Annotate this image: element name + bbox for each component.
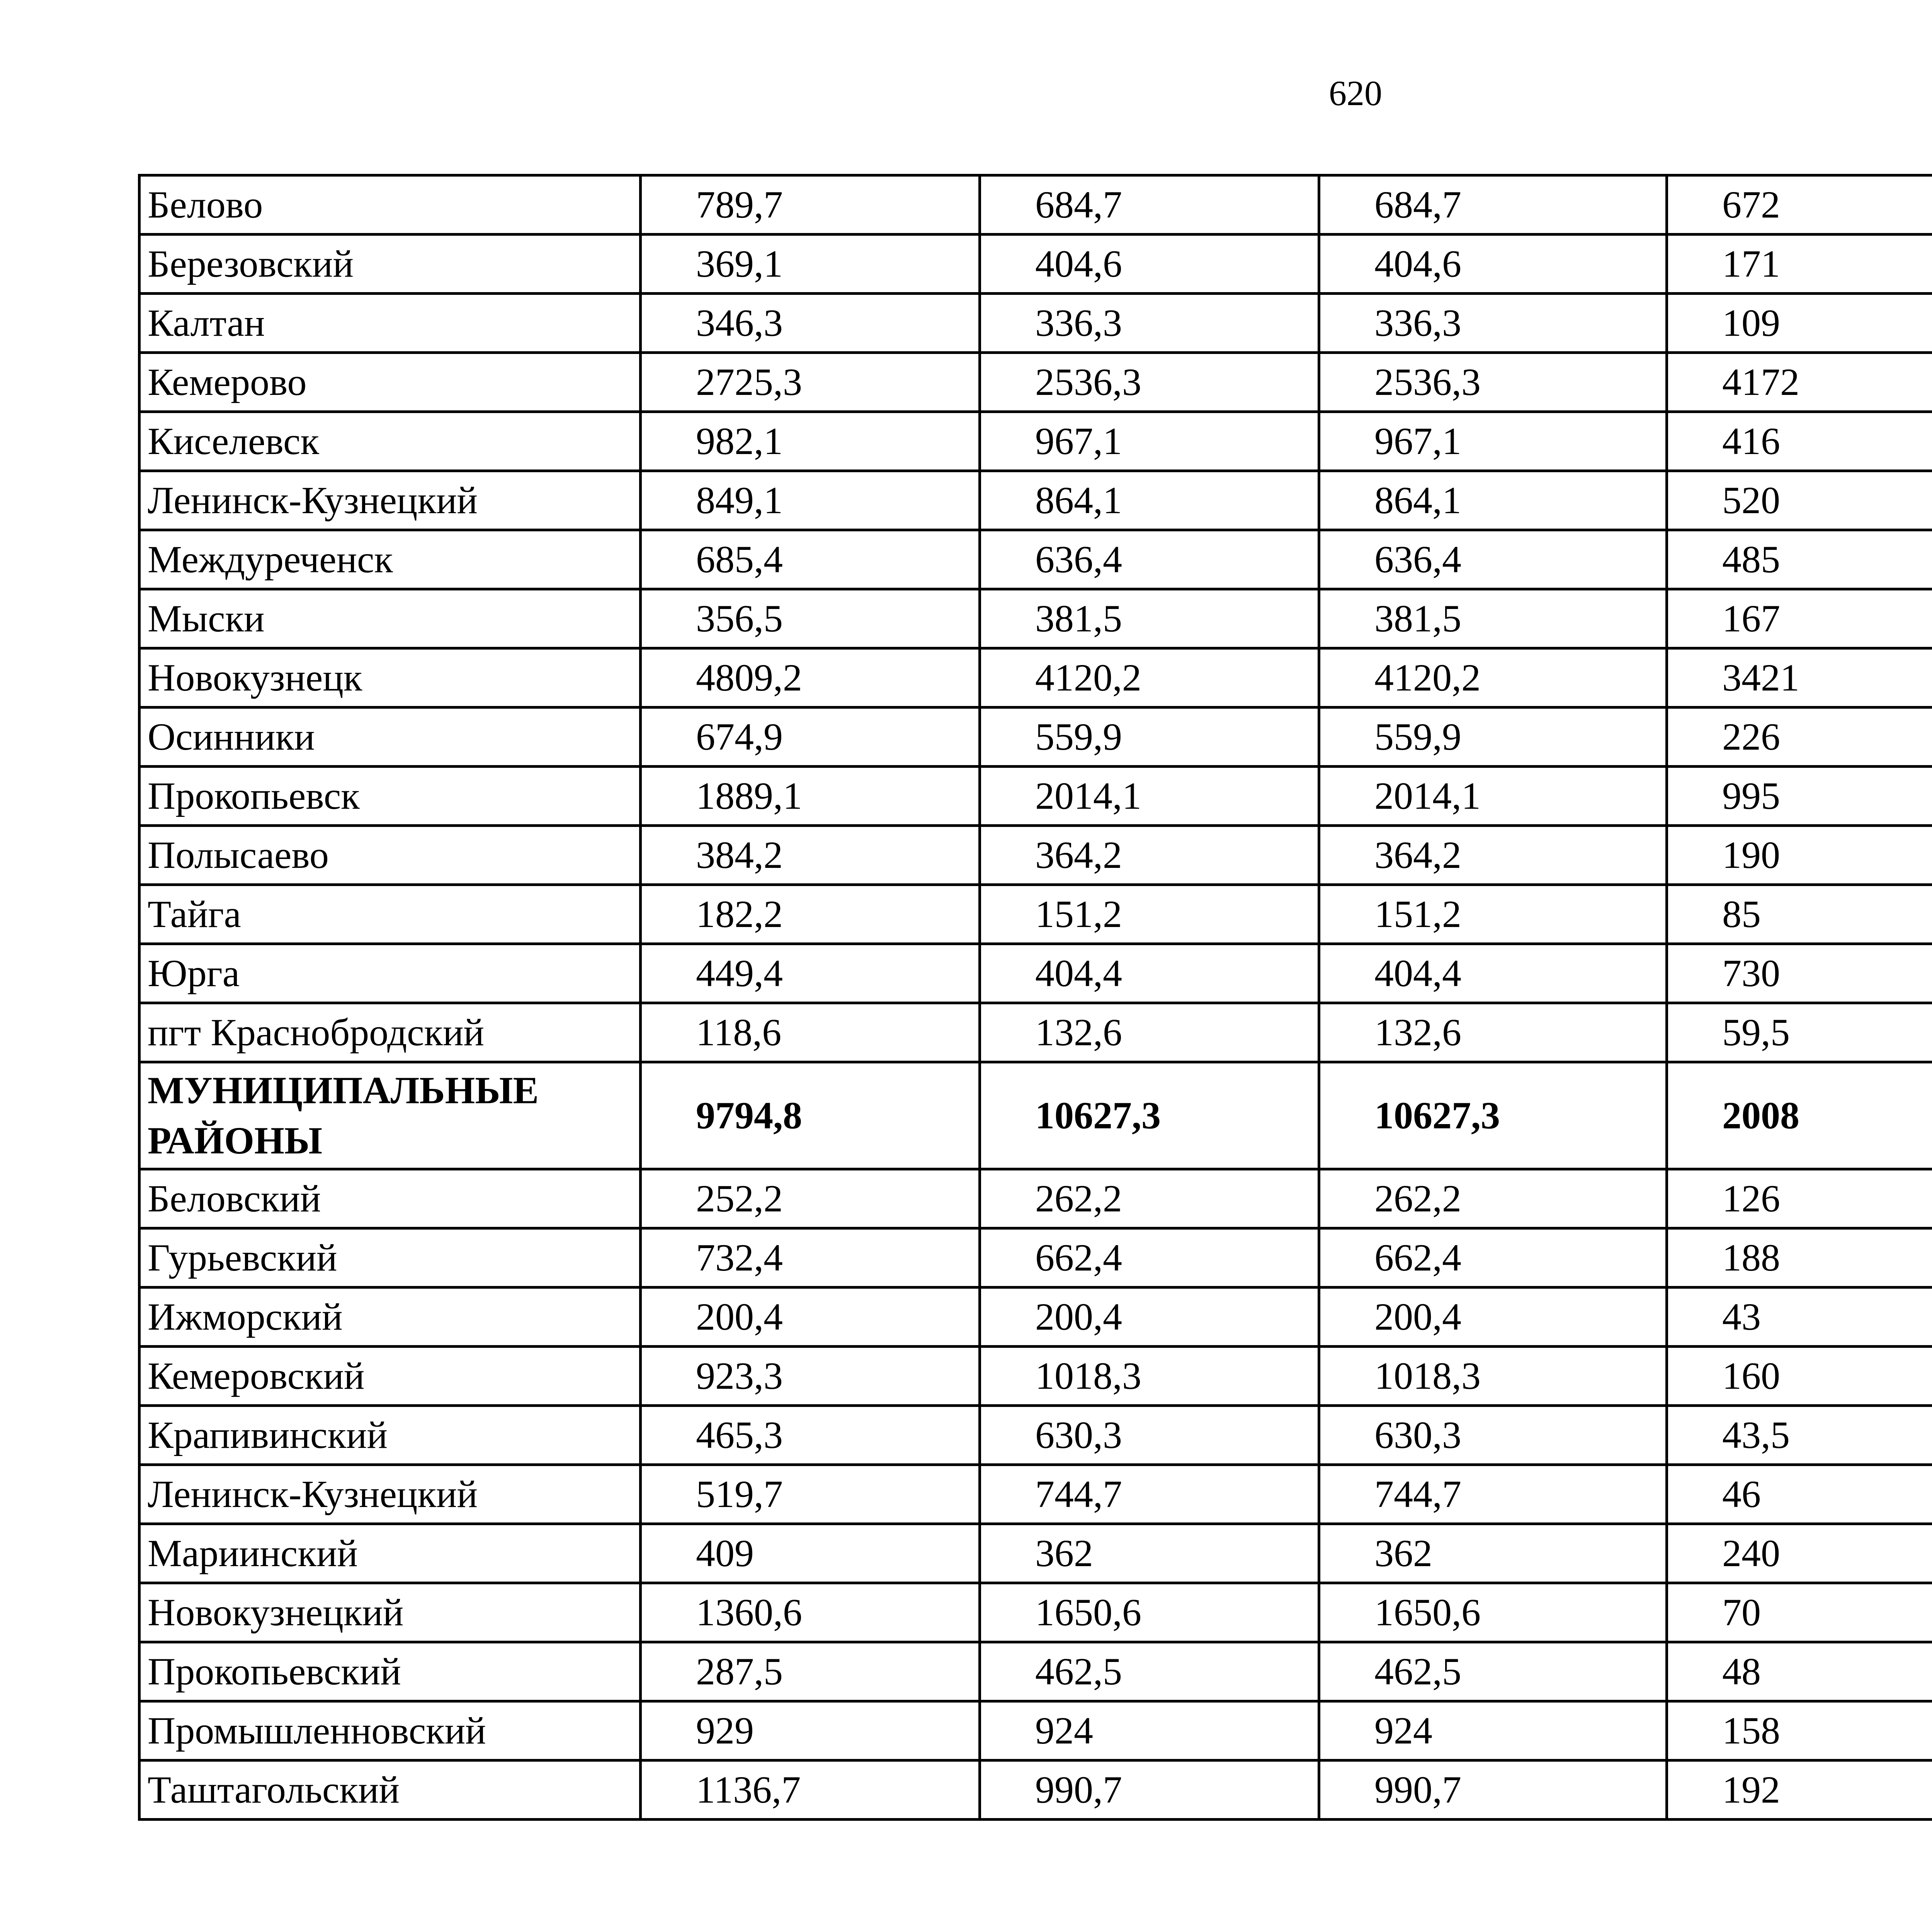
- value-cell: 404,4: [980, 944, 1319, 1003]
- row-name-cell: Междуреченск: [139, 530, 641, 589]
- value-cell: 630,3: [1319, 1406, 1667, 1465]
- value-cell: 732,4: [641, 1228, 980, 1288]
- row-name-cell: Киселевск: [139, 412, 641, 471]
- table-row: [139, 1524, 1932, 1583]
- row-name-cell: Калтан: [139, 294, 641, 353]
- row-name-cell: Прокопьевский: [139, 1642, 641, 1701]
- value-cell: 287,5: [641, 1642, 980, 1701]
- value-cell: 404,6: [1319, 235, 1667, 294]
- table-row: [139, 1003, 1932, 1062]
- value-cell: 924: [980, 1701, 1319, 1761]
- value-cell: 982,1: [641, 412, 980, 471]
- value-cell: 46: [1667, 1465, 1932, 1524]
- value-cell: 967,1: [980, 412, 1319, 471]
- value-cell: 182,2: [641, 885, 980, 944]
- value-cell: 59,5: [1667, 1003, 1932, 1062]
- row-name-cell: Крапивинский: [139, 1406, 641, 1465]
- value-cell: 381,5: [980, 589, 1319, 648]
- value-cell: 684,7: [1319, 175, 1667, 235]
- table-row: [139, 648, 1932, 708]
- row-name-cell: Ижморский: [139, 1288, 641, 1347]
- value-cell: 1018,3: [1319, 1347, 1667, 1406]
- value-cell: 662,4: [980, 1228, 1319, 1288]
- value-cell: 559,9: [1319, 708, 1667, 767]
- row-name-cell: Белово: [139, 175, 641, 235]
- table-row: [139, 1347, 1932, 1406]
- row-name-cell: Юрга: [139, 944, 641, 1003]
- table-row: [139, 944, 1932, 1003]
- row-name-cell: Беловский: [139, 1169, 641, 1228]
- value-cell: 1360,6: [641, 1583, 980, 1642]
- value-cell: 462,5: [1319, 1642, 1667, 1701]
- value-cell: 465,3: [641, 1406, 980, 1465]
- row-name-cell: Мыски: [139, 589, 641, 648]
- value-cell: 2536,3: [980, 353, 1319, 412]
- row-name-cell: Осинники: [139, 708, 641, 767]
- value-cell: 262,2: [980, 1169, 1319, 1228]
- value-cell: 167: [1667, 589, 1932, 648]
- value-cell: 2536,3: [1319, 353, 1667, 412]
- value-cell: 967,1: [1319, 412, 1667, 471]
- value-cell: 3421: [1667, 648, 1932, 708]
- value-cell: 158: [1667, 1701, 1932, 1761]
- value-cell: 132,6: [1319, 1003, 1667, 1062]
- value-cell: 336,3: [980, 294, 1319, 353]
- value-cell: 171: [1667, 235, 1932, 294]
- value-cell: 995: [1667, 767, 1932, 826]
- row-name-cell: Новокузнецкий: [139, 1583, 641, 1642]
- value-cell: 4172: [1667, 353, 1932, 412]
- value-cell: 4120,2: [1319, 648, 1667, 708]
- value-cell: 864,1: [980, 471, 1319, 530]
- value-cell: 43: [1667, 1288, 1932, 1347]
- value-cell: 990,7: [1319, 1761, 1667, 1820]
- value-cell: 674,9: [641, 708, 980, 767]
- value-cell: 362: [1319, 1524, 1667, 1583]
- value-cell: 240: [1667, 1524, 1932, 1583]
- table-row: [139, 1228, 1932, 1288]
- value-cell: 70: [1667, 1583, 1932, 1642]
- value-cell: 190: [1667, 826, 1932, 885]
- row-name-cell: Таштагольский: [139, 1761, 641, 1820]
- row-name-cell: Кемеровский: [139, 1347, 641, 1406]
- value-cell: 485: [1667, 530, 1932, 589]
- data-table: [138, 174, 1932, 1821]
- table-row: [139, 1761, 1932, 1820]
- value-cell: 369,1: [641, 235, 980, 294]
- value-cell: 924: [1319, 1701, 1667, 1761]
- value-cell: 109: [1667, 294, 1932, 353]
- value-cell: 364,2: [980, 826, 1319, 885]
- value-cell: 929: [641, 1701, 980, 1761]
- table-row: [139, 826, 1932, 885]
- table-row: [139, 1465, 1932, 1524]
- row-name-cell: Прокопьевск: [139, 767, 641, 826]
- value-cell: 849,1: [641, 471, 980, 530]
- value-cell: 1650,6: [980, 1583, 1319, 1642]
- table-row: [139, 708, 1932, 767]
- value-cell: 188: [1667, 1228, 1932, 1288]
- row-name-cell: Мариинский: [139, 1524, 641, 1583]
- value-cell: 126: [1667, 1169, 1932, 1228]
- table-row: [139, 412, 1932, 471]
- table-row: [139, 235, 1932, 294]
- table-row: [139, 1169, 1932, 1228]
- value-cell: 43,5: [1667, 1406, 1932, 1465]
- value-cell: 226: [1667, 708, 1932, 767]
- value-cell: 789,7: [641, 175, 980, 235]
- table-body: [139, 175, 1932, 1820]
- value-cell: 404,4: [1319, 944, 1667, 1003]
- row-name-cell: Тайга: [139, 885, 641, 944]
- value-cell: 519,7: [641, 1465, 980, 1524]
- value-cell: 9794,8: [641, 1062, 980, 1169]
- value-cell: 336,3: [1319, 294, 1667, 353]
- value-cell: 384,2: [641, 826, 980, 885]
- value-cell: 356,5: [641, 589, 980, 648]
- value-cell: 636,4: [980, 530, 1319, 589]
- table-row: [139, 1701, 1932, 1761]
- value-cell: 662,4: [1319, 1228, 1667, 1288]
- value-cell: 346,3: [641, 294, 980, 353]
- value-cell: 744,7: [980, 1465, 1319, 1524]
- table-row: [139, 530, 1932, 589]
- row-name-cell: пгт Краснобродский: [139, 1003, 641, 1062]
- value-cell: 200,4: [1319, 1288, 1667, 1347]
- row-name-cell: Березовский: [139, 235, 641, 294]
- row-name-cell: Полысаево: [139, 826, 641, 885]
- value-cell: 685,4: [641, 530, 980, 589]
- value-cell: 2008: [1667, 1062, 1932, 1169]
- value-cell: 559,9: [980, 708, 1319, 767]
- value-cell: 85: [1667, 885, 1932, 944]
- value-cell: 404,6: [980, 235, 1319, 294]
- value-cell: 409: [641, 1524, 980, 1583]
- value-cell: 923,3: [641, 1347, 980, 1406]
- value-cell: 364,2: [1319, 826, 1667, 885]
- value-cell: 200,4: [980, 1288, 1319, 1347]
- value-cell: 132,6: [980, 1003, 1319, 1062]
- value-cell: 672: [1667, 175, 1932, 235]
- table-row: [139, 471, 1932, 530]
- value-cell: 1650,6: [1319, 1583, 1667, 1642]
- value-cell: 200,4: [641, 1288, 980, 1347]
- value-cell: 449,4: [641, 944, 980, 1003]
- value-cell: 744,7: [1319, 1465, 1667, 1524]
- value-cell: 684,7: [980, 175, 1319, 235]
- value-cell: 10627,3: [1319, 1062, 1667, 1169]
- value-cell: 2725,3: [641, 353, 980, 412]
- value-cell: 252,2: [641, 1169, 980, 1228]
- table-row: [139, 294, 1932, 353]
- value-cell: 262,2: [1319, 1169, 1667, 1228]
- value-cell: 636,4: [1319, 530, 1667, 589]
- value-cell: 520: [1667, 471, 1932, 530]
- value-cell: 151,2: [1319, 885, 1667, 944]
- table-row: [139, 589, 1932, 648]
- value-cell: 1136,7: [641, 1761, 980, 1820]
- table-row: [139, 175, 1932, 235]
- value-cell: 2014,1: [1319, 767, 1667, 826]
- value-cell: 362: [980, 1524, 1319, 1583]
- row-name-cell: Ленинск-Кузнецкий: [139, 471, 641, 530]
- value-cell: 48: [1667, 1642, 1932, 1701]
- value-cell: 151,2: [980, 885, 1319, 944]
- value-cell: 4809,2: [641, 648, 980, 708]
- value-cell: 192: [1667, 1761, 1932, 1820]
- value-cell: 630,3: [980, 1406, 1319, 1465]
- table-row: [139, 767, 1932, 826]
- row-name-cell: Ленинск-Кузнецкий: [139, 1465, 641, 1524]
- value-cell: 4120,2: [980, 648, 1319, 708]
- row-name-cell: Гурьевский: [139, 1228, 641, 1288]
- row-name-cell: Кемерово: [139, 353, 641, 412]
- row-name-cell: МУНИЦИПАЛЬНЫЕ РАЙОНЫ: [139, 1062, 641, 1169]
- table-row: [139, 1062, 1932, 1169]
- value-cell: 381,5: [1319, 589, 1667, 648]
- value-cell: 462,5: [980, 1642, 1319, 1701]
- value-cell: 2014,1: [980, 767, 1319, 826]
- table-row: [139, 353, 1932, 412]
- table-row: [139, 1583, 1932, 1642]
- value-cell: 990,7: [980, 1761, 1319, 1820]
- table-row: [139, 885, 1932, 944]
- table-row: [139, 1288, 1932, 1347]
- row-name-cell: Промышленновский: [139, 1701, 641, 1761]
- value-cell: 730: [1667, 944, 1932, 1003]
- table-row: [139, 1642, 1932, 1701]
- value-cell: 1018,3: [980, 1347, 1319, 1406]
- value-cell: 416: [1667, 412, 1932, 471]
- value-cell: 118,6: [641, 1003, 980, 1062]
- row-name-cell: Новокузнецк: [139, 648, 641, 708]
- table-row: [139, 1406, 1932, 1465]
- value-cell: 1889,1: [641, 767, 980, 826]
- value-cell: 160: [1667, 1347, 1932, 1406]
- page-number: 620: [1329, 73, 1382, 113]
- value-cell: 864,1: [1319, 471, 1667, 530]
- value-cell: 10627,3: [980, 1062, 1319, 1169]
